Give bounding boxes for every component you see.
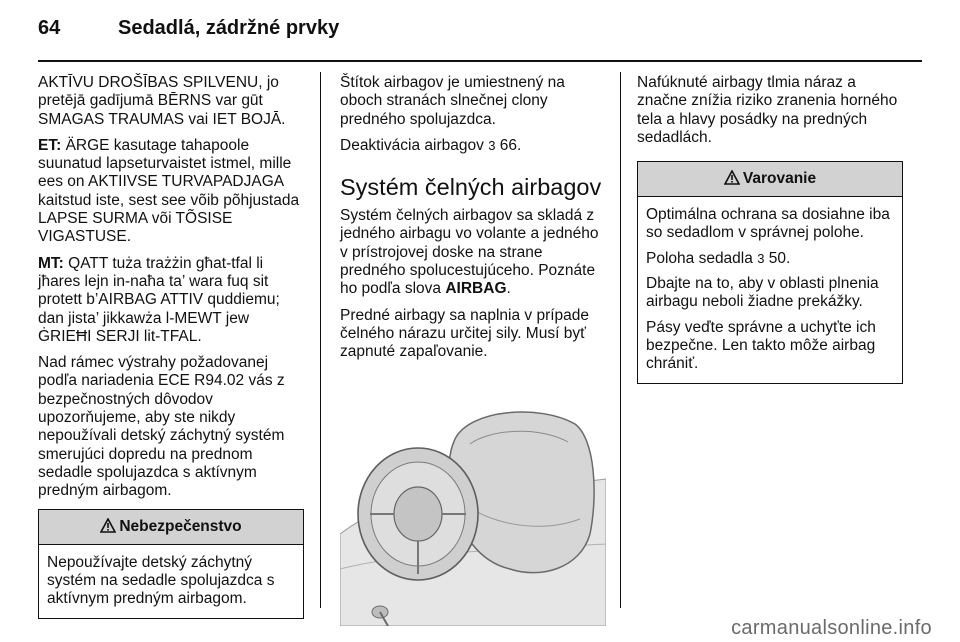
column-left bbox=[38, 74, 304, 619]
danger-box-title: Nebezpečenstvo bbox=[119, 517, 242, 535]
warning-triangle-icon bbox=[724, 170, 740, 185]
paragraph-airbag-benefit: Nafúknuté airbagy tlmia náraz a značne znížia riziko zranenia horného tela a hlavy posádky na predných sedadlách. bbox=[637, 74, 898, 146]
mt-label: MT: bbox=[38, 254, 64, 272]
column-middle bbox=[340, 74, 606, 631]
paragraph-system-description bbox=[340, 207, 606, 298]
paragraph-mt-warning bbox=[38, 255, 304, 346]
et-label: ET: bbox=[38, 136, 62, 154]
et-text: ÄRGE kasutage tahapoole suunatud lapseturvaistet istmel, mille ees on AKTIIVSE TURVAPADJAGA kaitstud iste, sest see võib põhjustada LAPSE SURMA või TÕSISE VIGASTUSE. bbox=[38, 136, 300, 246]
deactivation-page-ref[interactable]: 66. bbox=[499, 136, 522, 154]
danger-box-header bbox=[39, 510, 303, 545]
reference-arrow-icon: 3 bbox=[488, 137, 496, 153]
warning-box bbox=[637, 161, 903, 383]
paragraph-airbag-label: Štítok airbagov je umiestnený na oboch stranách slnečnej clony predného spolujazdca. bbox=[340, 74, 565, 128]
warning-box-title: Varovanie bbox=[742, 170, 817, 188]
warning-p3: Dbajte na to, aby v oblasti plnenia airbagu neboli žiadne prekážky. bbox=[646, 275, 879, 311]
deactivation-text: Deaktivácia airbagov bbox=[340, 136, 484, 154]
warning-triangle-icon bbox=[100, 518, 116, 533]
paragraph-deactivation-ref bbox=[340, 137, 606, 155]
warning-p4: Pásy veďte správne a uchyťte ich bezpečne. Len takto môže airbag chrániť. bbox=[646, 318, 876, 373]
danger-box bbox=[38, 509, 304, 620]
danger-box-body bbox=[39, 545, 303, 619]
page-number: 64 bbox=[38, 17, 61, 39]
column-divider-right bbox=[620, 72, 621, 608]
seat-position-page-ref[interactable]: 50. bbox=[768, 249, 791, 267]
warning-box-body bbox=[638, 197, 902, 382]
system-text-a: Systém čelných airbagov sa skladá z jedného airbagu vo volante a jedného v prístrojovej doske na strane predného spolucestujúceho. Poznáte ho podľa slova bbox=[340, 207, 599, 298]
paragraph-et-warning bbox=[38, 137, 304, 247]
airbag-word: AIRBAG bbox=[445, 280, 507, 298]
section-heading-front-airbags: Systém čelných airbagov bbox=[340, 174, 602, 201]
mt-text: QATT tuża trażżin għat-tfal li jħares lejn in-naħa ta’ wara fuq sit protett b’AIRBAG ATTIV quddiemu; dan jista’ jikkawża l-MEWT jew ĠRIEĦI SERJI lit-TFAL. bbox=[38, 254, 280, 345]
paragraph-lv-warning: AKTĪVU DROŠĪBAS SPILVENU, jo pretējā gadījumā BĒRNS var gūt SMAGAS TRAUMAS vai IET BOJĀ. bbox=[38, 74, 286, 128]
paragraph-inflation: Predné airbagy sa naplnia v prípade čelného nárazu určitej sily. Musí byť zapnuté zapaľovanie. bbox=[340, 306, 590, 361]
paragraph-ece-notice: Nad rámec výstrahy požadovanej podľa nariadenia ECE R94.02 vás z bezpečnostných dôvodov upozorňujeme, aby ste nikdy nepoužívali detský záchytný systém smerujúci dopredu na prednom sedadle spolujazdca s aktívnym predným airbagom. bbox=[38, 354, 285, 500]
page-title: Sedadlá, zádržné prvky bbox=[118, 17, 340, 39]
header-rule bbox=[38, 60, 922, 62]
column-divider-left bbox=[320, 72, 321, 608]
warning-p1: Optimálna ochrana sa dosiahne iba so sedadlom v správnej polohe. bbox=[646, 206, 890, 242]
seat-position-text: Poloha sedadla bbox=[646, 249, 753, 267]
column-right bbox=[637, 74, 903, 384]
airbag-illustration bbox=[340, 384, 606, 626]
reference-arrow-icon: 3 bbox=[757, 250, 765, 266]
warning-p2 bbox=[646, 250, 894, 268]
watermark: carmanualsonline.info bbox=[731, 617, 932, 639]
system-text-b: . bbox=[506, 280, 511, 298]
danger-box-text: Nepoužívajte detský záchytný systém na sedadle spolujazdca s aktívnym predným airbagom. bbox=[47, 553, 275, 608]
warning-box-header bbox=[638, 162, 902, 197]
